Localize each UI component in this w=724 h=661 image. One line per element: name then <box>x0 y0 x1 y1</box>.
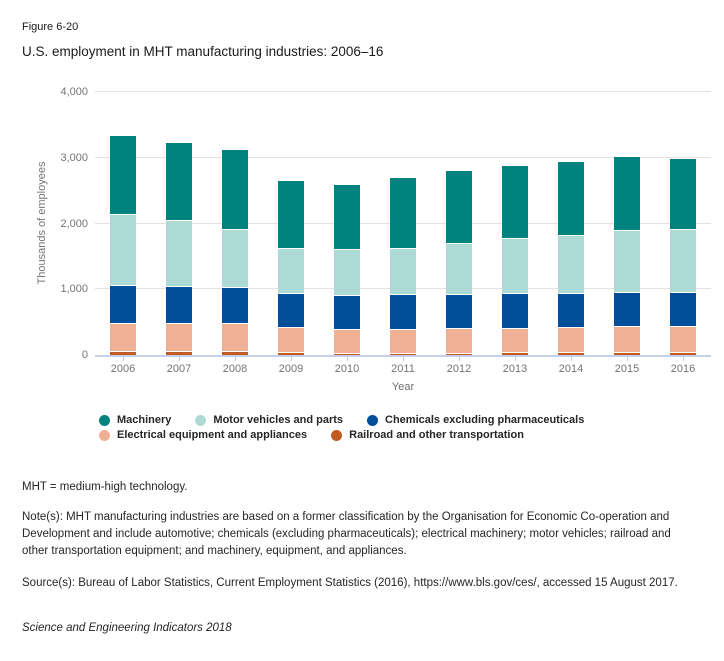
y-tick-label: 0 <box>81 349 88 361</box>
abbreviation-note: MHT = medium-high technology. <box>22 481 188 493</box>
x-tick-slot <box>599 357 655 361</box>
x-axis-title: Year <box>391 381 415 393</box>
x-tick-mark <box>515 357 516 361</box>
x-tick-label: 2014 <box>558 363 584 375</box>
legend-label: Motor vehicles and parts <box>213 414 344 426</box>
bar-segment-railroad <box>222 351 248 355</box>
bar-segment-electrical <box>614 326 640 352</box>
publication-title: Science and Engineering Indicators 2018 <box>22 622 232 634</box>
x-tick-slot <box>375 357 431 361</box>
bar-segment-machinery <box>614 157 640 230</box>
chart-legend <box>99 414 584 441</box>
x-tick-slot <box>319 357 375 361</box>
bar-segment-motor_vehicles <box>558 235 584 293</box>
bar-2015 <box>614 92 640 355</box>
chart-title: U.S. employment in MHT manufacturing industries: 2006–16 <box>22 44 384 59</box>
x-tick-label: 2010 <box>334 363 360 375</box>
bar-segment-electrical <box>670 326 696 352</box>
x-tick-slot <box>543 357 599 361</box>
x-tick-mark <box>179 357 180 361</box>
x-tick-slot <box>207 357 263 361</box>
bar-2014 <box>558 92 584 355</box>
bar-segment-motor_vehicles <box>446 243 472 294</box>
bars-row <box>95 92 711 355</box>
x-axis-ticks <box>95 357 711 361</box>
bar-slot <box>431 92 487 355</box>
y-tick-label: 1,000 <box>60 283 88 296</box>
legend-swatch-motor_vehicles-icon <box>195 415 206 426</box>
bar-slot <box>207 92 263 355</box>
bar-slot <box>151 92 207 355</box>
bar-segment-chemicals <box>558 293 584 327</box>
bar-2007 <box>166 92 192 355</box>
bar-segment-railroad <box>390 353 416 355</box>
bar-segment-railroad <box>278 352 304 355</box>
legend-swatch-electrical-icon <box>99 430 110 441</box>
x-tick-slot <box>487 357 543 361</box>
bar-2012 <box>446 92 472 355</box>
x-tick-label: 2007 <box>166 363 192 375</box>
bar-slot <box>263 92 319 355</box>
bar-slot <box>375 92 431 355</box>
bar-segment-motor_vehicles <box>334 249 360 294</box>
bar-2010 <box>334 92 360 355</box>
bar-2013 <box>502 92 528 355</box>
bar-segment-railroad <box>614 352 640 355</box>
bar-segment-machinery <box>278 181 304 247</box>
y-tick-label: 4,000 <box>60 86 88 98</box>
bar-2008 <box>222 92 248 355</box>
bar-slot <box>487 92 543 355</box>
bar-segment-chemicals <box>278 293 304 327</box>
legend-item-electrical <box>99 429 307 441</box>
legend-label: Machinery <box>117 414 172 426</box>
bar-segment-machinery <box>446 171 472 243</box>
bar-slot <box>599 92 655 355</box>
bar-segment-chemicals <box>502 293 528 328</box>
bar-segment-motor_vehicles <box>614 230 640 292</box>
bar-segment-chemicals <box>334 295 360 330</box>
bar-segment-machinery <box>166 143 192 221</box>
legend-swatch-railroad-icon <box>331 430 342 441</box>
x-tick-label: 2012 <box>446 363 472 375</box>
x-tick-label: 2011 <box>391 363 415 375</box>
bar-segment-motor_vehicles <box>166 220 192 286</box>
notes-text: Note(s): MHT manufacturing industries are based on a former classification by the Organisation for Economic Co-operation and Development and include automotive; chemicals (excluding pharmaceuticals); electrical machinery; motor vehicles; railroad and other transportation equipment; and machinery, equipment, and appliances. <box>22 511 671 557</box>
bar-2009 <box>278 92 304 355</box>
x-tick-label: 2006 <box>110 363 136 375</box>
bar-segment-machinery <box>670 159 696 229</box>
x-tick-label: 2015 <box>614 363 640 375</box>
bar-2011 <box>390 92 416 355</box>
bar-segment-machinery <box>110 136 136 213</box>
x-tick-mark <box>571 357 572 361</box>
bar-segment-machinery <box>558 162 584 236</box>
x-tick-mark <box>291 357 292 361</box>
x-tick-mark <box>123 357 124 361</box>
figure-label: Figure 6-20 <box>22 21 79 33</box>
bar-segment-electrical <box>110 323 136 350</box>
bar-segment-electrical <box>166 323 192 350</box>
x-tick-label: 2013 <box>502 363 528 375</box>
x-tick-slot <box>431 357 487 361</box>
x-tick-slot <box>95 357 151 361</box>
bar-segment-electrical <box>558 327 584 352</box>
bar-segment-chemicals <box>390 294 416 329</box>
bar-segment-chemicals <box>614 292 640 326</box>
x-tick-mark <box>683 357 684 361</box>
legend-label: Electrical equipment and appliances <box>117 429 308 441</box>
bar-segment-railroad <box>502 352 528 355</box>
legend-swatch-chemicals-icon <box>367 415 378 426</box>
bar-segment-railroad <box>110 351 136 355</box>
x-axis-labels <box>95 363 711 375</box>
bar-segment-electrical <box>222 323 248 350</box>
x-tick-label: 2009 <box>278 363 304 375</box>
bar-segment-motor_vehicles <box>390 248 416 294</box>
y-tick-label: 3,000 <box>60 151 88 164</box>
legend-row <box>99 414 584 426</box>
bar-segment-motor_vehicles <box>670 229 696 291</box>
bar-segment-electrical <box>334 329 360 353</box>
legend-item-chemicals <box>367 414 584 426</box>
employment-stacked-bar-chart <box>0 85 724 400</box>
legend-item-machinery <box>99 414 171 426</box>
bar-segment-electrical <box>390 329 416 353</box>
x-tick-label: 2008 <box>222 363 248 375</box>
bar-slot <box>319 92 375 355</box>
bar-segment-chemicals <box>166 286 192 323</box>
bar-segment-electrical <box>278 327 304 352</box>
legend-item-motor_vehicles <box>195 414 343 426</box>
bar-segment-electrical <box>446 328 472 353</box>
bar-segment-motor_vehicles <box>222 229 248 287</box>
bar-segment-machinery <box>390 178 416 248</box>
x-tick-slot <box>263 357 319 361</box>
x-tick-slot <box>655 357 711 361</box>
bar-segment-railroad <box>166 351 192 355</box>
bar-segment-machinery <box>222 150 248 229</box>
x-tick-mark <box>459 357 460 361</box>
bar-segment-railroad <box>446 353 472 355</box>
x-tick-label: 2016 <box>670 363 696 375</box>
legend-row <box>99 429 584 441</box>
bar-segment-chemicals <box>110 285 136 323</box>
bar-segment-motor_vehicles <box>110 214 136 286</box>
bar-slot <box>655 92 711 355</box>
bar-segment-railroad <box>334 353 360 355</box>
bar-slot <box>95 92 151 355</box>
x-tick-slot <box>151 357 207 361</box>
source-text: Source(s): Bureau of Labor Statistics, Current Employment Statistics (2016), https://www.bls.gov/ces/, accessed 15 August 2017. <box>22 577 678 589</box>
bar-segment-chemicals <box>222 287 248 323</box>
legend-label: Railroad and other transportation <box>349 429 524 441</box>
bar-segment-electrical <box>502 328 528 352</box>
legend-label: Chemicals excluding pharmaceuticals <box>385 414 585 426</box>
bar-2016 <box>670 92 696 355</box>
legend-item-railroad <box>331 429 524 441</box>
y-tick-label: 2,000 <box>60 217 88 230</box>
bar-segment-machinery <box>502 166 528 239</box>
bar-segment-chemicals <box>670 292 696 327</box>
legend-swatch-machinery-icon <box>99 415 110 426</box>
x-tick-mark <box>403 357 404 361</box>
bar-segment-railroad <box>558 352 584 355</box>
plot-area <box>95 92 711 357</box>
y-axis-title: Thousands of employees <box>36 161 48 285</box>
bar-segment-motor_vehicles <box>278 248 304 293</box>
bar-segment-motor_vehicles <box>502 238 528 293</box>
x-tick-mark <box>627 357 628 361</box>
x-tick-mark <box>235 357 236 361</box>
bar-segment-chemicals <box>446 294 472 328</box>
bar-segment-railroad <box>670 352 696 355</box>
bar-slot <box>543 92 599 355</box>
bar-2006 <box>110 92 136 355</box>
x-tick-mark <box>347 357 348 361</box>
bar-segment-machinery <box>334 185 360 249</box>
